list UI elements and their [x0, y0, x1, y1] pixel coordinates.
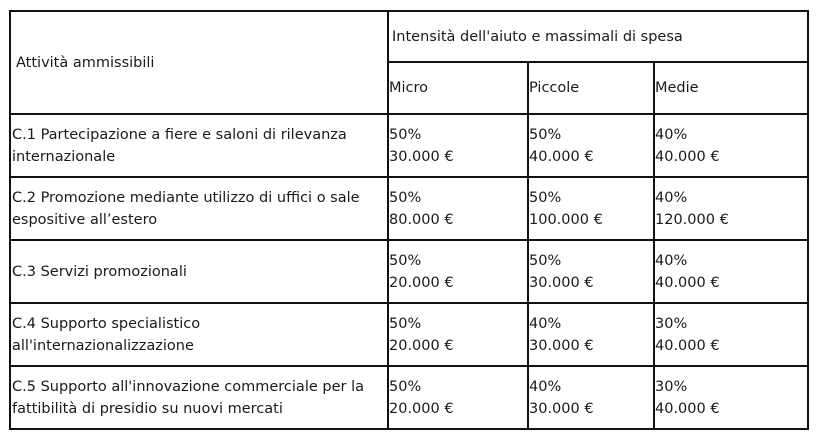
max-amount: 30.000 € [389, 148, 454, 165]
activities-header: Attività ammissibili [10, 11, 388, 114]
max-amount: 40.000 € [529, 148, 594, 165]
percentage: 40% [655, 126, 688, 143]
value-cell [528, 114, 654, 177]
percentage: 50% [529, 126, 562, 143]
percentage: 30% [655, 378, 688, 395]
max-amount: 80.000 € [389, 211, 454, 228]
percentage: 40% [529, 315, 562, 332]
value-cell [654, 240, 808, 303]
table-row [10, 240, 808, 303]
value-cell [654, 114, 808, 177]
value-cell [528, 240, 654, 303]
percentage: 50% [529, 252, 562, 269]
value-cell [654, 366, 808, 429]
activity-cell: C.1 Partecipazione a fiere e saloni di rilevanza internazionale [10, 114, 388, 177]
max-amount: 40.000 € [655, 148, 720, 165]
max-amount: 20.000 € [389, 274, 454, 291]
max-amount: 20.000 € [389, 400, 454, 417]
activity-cell: C.2 Promozione mediante utilizzo di uffici o sale espositive all’estero [10, 177, 388, 240]
max-amount: 40.000 € [655, 400, 720, 417]
percentage: 50% [389, 378, 422, 395]
table-row [10, 303, 808, 366]
max-amount: 20.000 € [389, 337, 454, 354]
percentage: 40% [655, 189, 688, 206]
column-header-piccole: Piccole [528, 62, 654, 114]
max-amount: 100.000 € [529, 211, 603, 228]
activity-cell: C.3 Servizi promozionali [10, 240, 388, 303]
max-amount: 30.000 € [529, 400, 594, 417]
max-amount: 30.000 € [529, 274, 594, 291]
percentage: 50% [389, 315, 422, 332]
header-row [10, 11, 808, 62]
value-cell [654, 177, 808, 240]
column-header-micro: Micro [388, 62, 528, 114]
percentage: 50% [389, 126, 422, 143]
percentage: 50% [389, 189, 422, 206]
value-cell [528, 366, 654, 429]
eligibility-table [9, 10, 809, 430]
max-amount: 120.000 € [655, 211, 729, 228]
value-cell [388, 366, 528, 429]
activity-cell: C.4 Supporto specialistico all'internazionalizzazione [10, 303, 388, 366]
percentage: 40% [655, 252, 688, 269]
table-row [10, 177, 808, 240]
column-header-medie: Medie [654, 62, 808, 114]
value-cell [654, 303, 808, 366]
aid-intensity-header: Intensità dell'aiuto e massimali di spesa [388, 11, 808, 62]
activity-cell: C.5 Supporto all'innovazione commerciale per la fattibilità di presidio su nuovi mercati [10, 366, 388, 429]
percentage: 50% [389, 252, 422, 269]
percentage: 30% [655, 315, 688, 332]
value-cell [388, 240, 528, 303]
max-amount: 40.000 € [655, 274, 720, 291]
table-row [10, 114, 808, 177]
value-cell [388, 114, 528, 177]
table-row [10, 366, 808, 429]
max-amount: 30.000 € [529, 337, 594, 354]
value-cell [388, 303, 528, 366]
percentage: 40% [529, 378, 562, 395]
value-cell [388, 177, 528, 240]
value-cell [528, 303, 654, 366]
value-cell [528, 177, 654, 240]
percentage: 50% [529, 189, 562, 206]
max-amount: 40.000 € [655, 337, 720, 354]
